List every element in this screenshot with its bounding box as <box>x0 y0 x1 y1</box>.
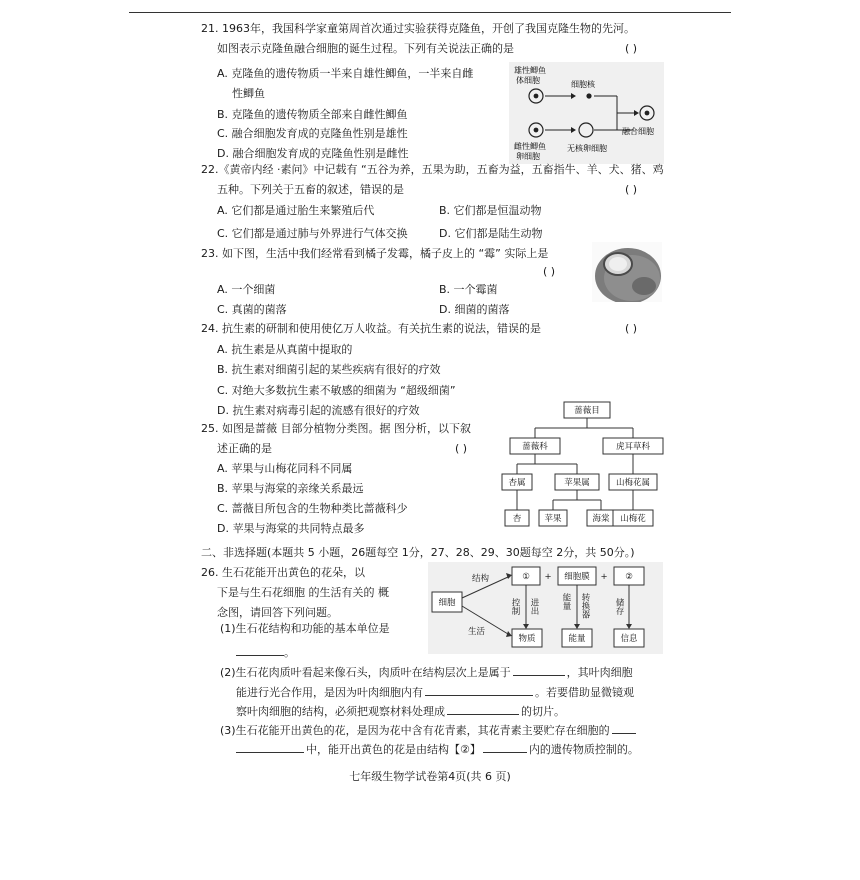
node-malus-label: 苹果属 <box>564 478 590 488</box>
q25-stem-line2: 述正确的是 <box>217 442 272 455</box>
q22-option-b: B. 它们都是恒温动物 <box>439 204 542 217</box>
q26-part2-text-e: 察叶肉细胞的结构，必须把观察材料处理成 <box>236 705 445 718</box>
clone-fish-diagram <box>509 62 664 164</box>
node-membrane-label: 细胞膜 <box>564 572 590 582</box>
q26-stem-line1: 26. 生石花能开出黄色的花朵，以 <box>201 566 365 579</box>
q26-part2-text-d: 。若要借助显微镜观 <box>535 686 634 699</box>
label-fused-cell: 融合细胞 <box>622 127 654 136</box>
q26-part2-text-f: 的切片。 <box>521 705 565 718</box>
q24-option-d: D. 抗生素对病毒引起的流感有很好的疗效 <box>217 404 420 417</box>
label-control: 控制 <box>510 598 520 615</box>
node-rosaceae-label: 蔷薇科 <box>522 442 548 452</box>
q26-blank-3[interactable] <box>425 684 533 696</box>
moldy-orange-image <box>592 242 662 302</box>
q24-answer-paren[interactable]: ( ) <box>625 322 638 335</box>
q26-blank-4[interactable] <box>447 703 519 715</box>
label-structure: 结构 <box>472 574 490 584</box>
q26-part2-text-c: 能进行光合作用，是因为叶肉细胞内有 <box>236 686 423 699</box>
label-inout: 进出 <box>529 598 539 615</box>
label-energy-2: 转换器 <box>580 593 590 619</box>
node-cell-label: 细胞 <box>438 598 456 608</box>
q21-option-b: B. 克隆鱼的遗传物质全部来自雌性鲫鱼 <box>217 108 408 121</box>
q26-part1-line <box>236 644 295 660</box>
node-matter-label: 物质 <box>518 634 536 644</box>
q23-option-b: B. 一个霉菌 <box>439 283 498 296</box>
q21-option-a: A. 克隆鱼的遗传物质一半来自雄性鲫鱼，一半来自雌 <box>217 67 474 80</box>
q24-option-c: C. 对绝大多数抗生素不敏感的细菌为 “超级细菌” <box>217 384 456 397</box>
label-nucleus: 细胞核 <box>571 80 595 89</box>
nucleus-icon <box>586 93 591 98</box>
q25-stem-line1: 25. 如图是蔷薇 目部分植物分类图。据 图分析，以下叙 <box>201 422 471 435</box>
label-life: 生活 <box>468 627 486 637</box>
plus-2: + <box>600 572 608 582</box>
q23-option-d: D. 细菌的菌落 <box>439 303 510 316</box>
label-energy-1: 能量 <box>561 593 571 610</box>
q22-stem-line2: 五种。下列关于五畜的叙述，错误的是 <box>217 183 404 196</box>
node-structure-2-label: ② <box>625 572 633 582</box>
label-egg-cell: 卵细胞 <box>516 152 540 161</box>
label-enucleated: 无核卵细胞 <box>567 144 607 153</box>
q26-stem-line2: 下是与生石花细胞 的生活有关的 概 <box>217 586 389 599</box>
cell-concept-map <box>428 562 663 654</box>
q26-part3-line2 <box>236 741 639 757</box>
label-female-fish: 雌性鲫鱼 <box>514 142 546 151</box>
page-footer: 七年级生物学试卷第4页(共 6 页) <box>349 770 511 783</box>
q26-part3-line1 <box>220 722 636 738</box>
q26-part3-text-b: 中，能开出黄色的花是由结构【②】 <box>306 743 481 756</box>
node-structure-1-label: ① <box>522 572 530 582</box>
q24-option-a: A. 抗生素是从真菌中提取的 <box>217 343 353 356</box>
q21-stem-line1: 21. 1963年，我国科学家童第周首次通过实验获得克隆鱼，开创了我国克隆生物的先河。 <box>201 22 635 35</box>
header-rule <box>129 12 731 13</box>
q22-stem-line1: 22.《黄帝内经 ·素问》中记载有 “五谷为养，五果为助，五畜为益，五畜指牛、羊、犬、猪、鸡 <box>201 163 664 176</box>
leaf-apple-label: 苹果 <box>544 514 562 524</box>
leaf-apricot-label: 杏 <box>512 514 522 524</box>
q23-option-c: C. 真菌的菌落 <box>217 303 287 316</box>
q26-part3-text-a: (3)生石花能开出黄色的花，是因为花中含有花青素，其花青素主要贮存在细胞的 <box>220 724 610 737</box>
q26-part2-text-b: ，其叶肉细胞 <box>566 666 633 679</box>
node-prunus-label: 杏属 <box>508 478 526 488</box>
q26-part2-text-a: (2)生石花肉质叶看起来像石头，肉质叶在结构层次上是属于 <box>220 666 511 679</box>
q26-blank-2[interactable] <box>513 664 565 676</box>
leaf-crabapple-label: 海棠 <box>592 514 610 524</box>
node-info-label: 信息 <box>620 634 638 644</box>
q25-option-c: C. 蔷薇目所包含的生物种类比蔷薇科少 <box>217 502 408 515</box>
q26-blank-1[interactable] <box>236 644 284 656</box>
q26-stem-line3: 念图，请回答下列问题。 <box>217 606 338 619</box>
q25-option-b: B. 苹果与海棠的亲缘关系最远 <box>217 482 364 495</box>
node-energy-label: 能量 <box>568 634 586 644</box>
label-male-fish: 雄性鲫鱼 <box>514 66 546 75</box>
q26-part1-end: 。 <box>284 646 295 659</box>
q23-option-a: A. 一个细菌 <box>217 283 276 296</box>
q21-option-a-cont: 性鲫鱼 <box>232 87 265 100</box>
q23-answer-paren[interactable]: ( ) <box>543 265 556 278</box>
node-saxifragaceae-label: 虎耳草科 <box>615 442 651 452</box>
q22-option-c: C. 它们都是通过肺与外界进行气体交换 <box>217 227 408 240</box>
q24-option-b: B. 抗生素对细菌引起的某些疾病有很好的疗效 <box>217 363 441 376</box>
q26-part2-line1 <box>220 664 633 680</box>
q21-stem-line2: 如图表示克隆鱼融合细胞的诞生过程。下列有关说法正确的是 <box>217 42 514 55</box>
q26-part3-text-c: 内的遗传物质控制的。 <box>528 743 639 756</box>
q21-option-c: C. 融合细胞发育成的克隆鱼性别是雄性 <box>217 127 408 140</box>
q25-option-a: A. 苹果与山梅花同科不同属 <box>217 462 353 475</box>
q21-answer-paren[interactable]: ( ) <box>625 42 638 55</box>
q25-answer-paren[interactable]: ( ) <box>455 442 468 455</box>
label-store: 储存 <box>614 598 624 615</box>
q23-stem: 23. 如下图，生活中我们经常看到橘子发霉，橘子皮上的 “霉” 实际上是 <box>201 247 549 260</box>
node-rosales-label: 蔷薇目 <box>574 406 600 416</box>
q22-option-d: D. 它们都是陆生动物 <box>439 227 543 240</box>
leaf-mock-orange-label: 山梅花 <box>620 514 646 524</box>
q22-answer-paren[interactable]: ( ) <box>625 183 638 196</box>
q26-blank-5a[interactable] <box>612 722 636 734</box>
node-philadelphus-label: 山梅花属 <box>615 478 651 488</box>
q26-part2-line3 <box>236 703 565 719</box>
rosales-classification-tree <box>497 400 667 530</box>
q25-option-d: D. 苹果与海棠的共同特点最多 <box>217 522 365 535</box>
q26-part1: (1)生石花结构和功能的基本单位是 <box>220 622 390 635</box>
q22-option-a: A. 它们都是通过胎生来繁殖后代 <box>217 204 375 217</box>
q24-stem: 24. 抗生素的研制和使用使亿万人收益。有关抗生素的说法，错误的是 <box>201 322 541 335</box>
q26-part2-line2 <box>236 684 634 700</box>
plus-1: + <box>544 572 552 582</box>
q21-option-d: D. 融合细胞发育成的克隆鱼性别是雌性 <box>217 147 409 160</box>
label-body-cell: 体细胞 <box>516 76 540 85</box>
q26-blank-6[interactable] <box>483 741 527 753</box>
q26-blank-5b[interactable] <box>236 741 304 753</box>
section-2-heading: 二、非选择题(本题共 5 小题，26题每空 1分，27、28、29、30题每空 2分，共 50分。) <box>201 546 635 559</box>
